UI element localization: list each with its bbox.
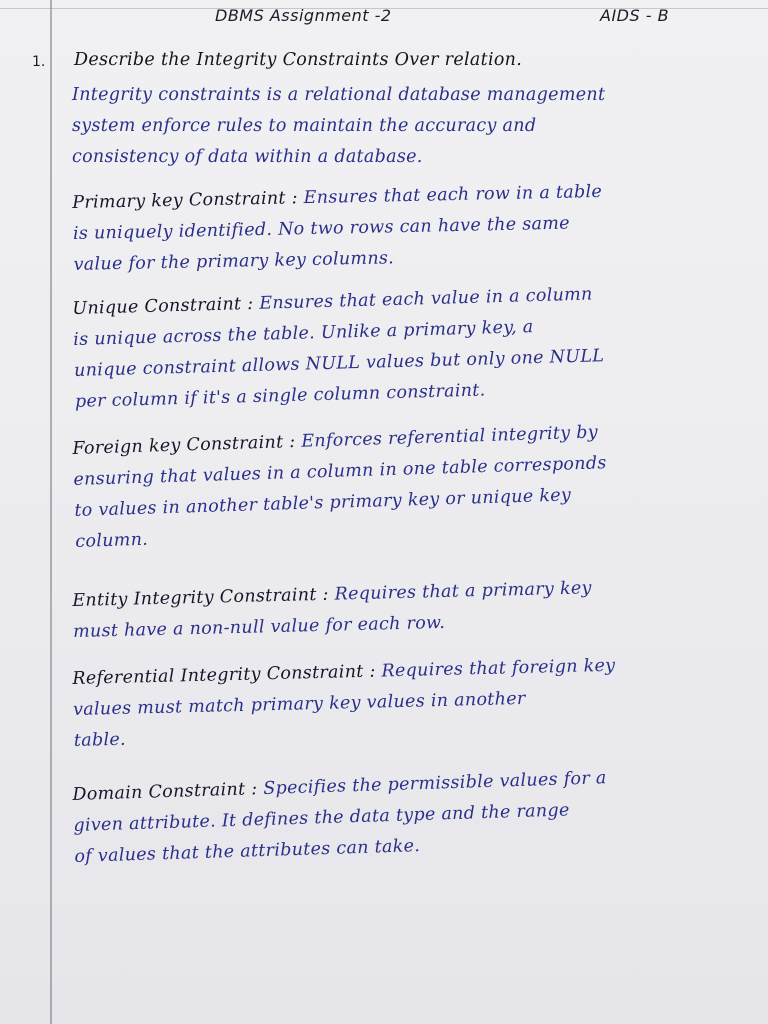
section-text: Specifies the permissible values for a	[263, 768, 607, 799]
referential-integrity-paragraph	[72, 648, 744, 757]
entity-integrity-paragraph	[72, 570, 743, 648]
text-line: system enforce rules to maintain the accuracy and	[72, 116, 537, 136]
primary-key-paragraph	[72, 174, 744, 281]
text-line: of values that the attributes can take.	[74, 836, 421, 867]
text-line: unique constraint allows NULL values but only one NULL	[73, 346, 605, 381]
section-text: Requires that foreign key	[381, 655, 616, 682]
section-term: Unique Constraint :	[72, 293, 254, 319]
unique-constraint-paragraph	[72, 275, 745, 418]
text-line: table.	[73, 729, 127, 751]
section-term: Foreign key Constraint :	[72, 431, 296, 459]
section-text: Enforces referential integrity by	[300, 422, 599, 452]
text-line: column.	[75, 529, 149, 552]
intro-paragraph	[72, 80, 742, 173]
section-text: Ensures that each value in a column	[259, 284, 593, 314]
section-term: Entity Integrity Constraint :	[72, 584, 329, 611]
text-line: per column if it's a single column constraint.	[74, 380, 486, 412]
section-text: Requires that a primary key	[334, 578, 592, 605]
text-line: values must match primary key values in another	[72, 688, 526, 720]
section-term: Primary key Constraint :	[72, 188, 299, 213]
section-text: Ensures that each row in a table	[303, 181, 603, 209]
section-term: Referential Integrity Constraint :	[72, 661, 376, 689]
assignment-title: DBMS Assignment -2	[215, 6, 392, 25]
text-line: is uniquely identified. No two rows can have the same	[72, 213, 571, 244]
question-text: Describe the Integrity Constraints Over relation.	[74, 50, 523, 70]
text-line: given attribute. It defines the data type and the range	[73, 800, 570, 836]
text-line: must have a non-null value for each row.	[72, 612, 446, 642]
page-margin-rule	[50, 0, 52, 1024]
foreign-key-paragraph	[72, 413, 746, 558]
section-term: Domain Constraint :	[72, 779, 258, 805]
text-line: to values in another table's primary key or unique key	[74, 485, 572, 521]
domain-constraint-paragraph	[72, 759, 745, 873]
text-line: is unique across the table. Unlike a primary key, a	[73, 317, 534, 350]
class-section: AIDS - B	[600, 6, 670, 25]
text-line: value for the primary key columns.	[73, 248, 395, 275]
text-line: consistency of data within a database.	[72, 147, 423, 167]
text-line: Integrity constraints is a relational database management	[72, 85, 606, 105]
question-number: 1.	[32, 54, 46, 70]
text-line: ensuring that values in a column in one table corresponds	[73, 453, 607, 490]
